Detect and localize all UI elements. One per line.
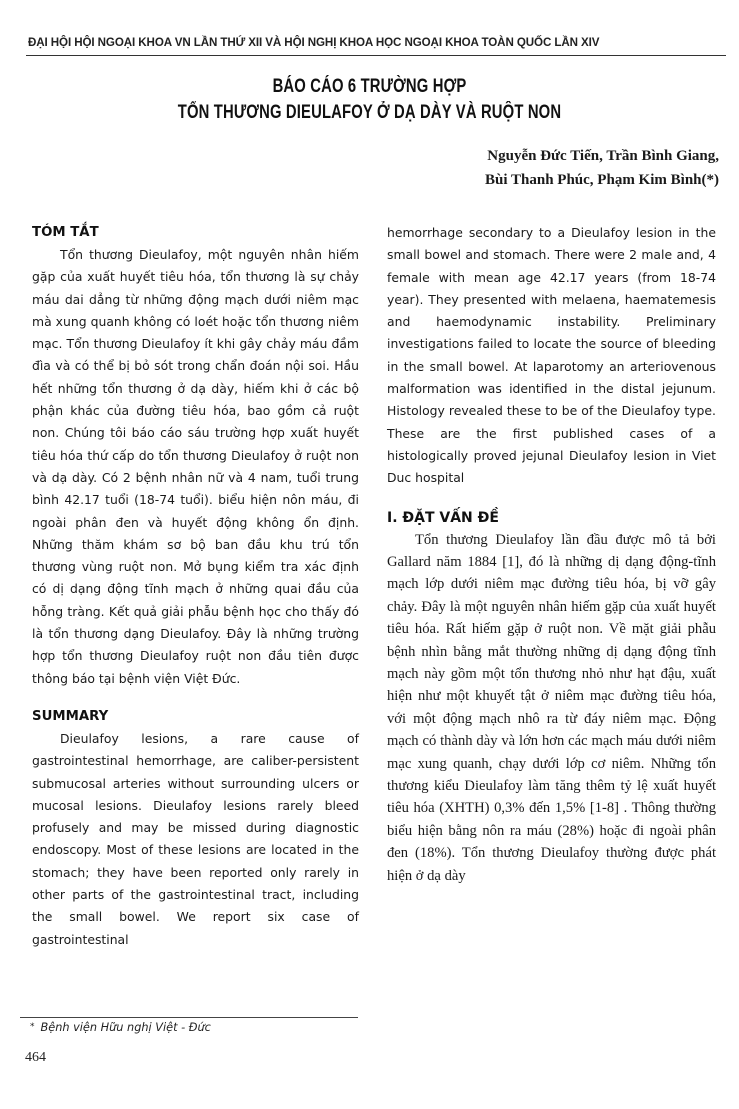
- abstract-vi-heading: TÓM TẮT: [32, 225, 99, 240]
- footnote-rule: [20, 1017, 358, 1018]
- article-title-line-1: BÁO CÁO 6 TRƯỜNG HỢP: [272, 76, 467, 97]
- authors-line-2: Bùi Thanh Phúc, Phạm Kim Bình(*): [485, 172, 719, 188]
- summary-heading: SUMMARY: [32, 708, 109, 724]
- header-rule: [26, 55, 726, 56]
- page-number: 464: [25, 1050, 46, 1065]
- authors-line-1: Nguyễn Đức Tiến, Trần Bình Giang,: [487, 148, 719, 164]
- section-1-text: Tổn thương Dieulafoy lần đầu được mô tả bởi Gallard năm 1884 [1], đó là những dị dạng động-tĩnh mạch lớp dưới niêm mạc đường tiêu hóa, bị vỡ gây chảy. Đây là một nguyên nhân hiếm gặp của xuất huyết tiêu hóa. Rất hiếm gặp ở ruột non. Về mặt giải phẫu bệnh nhìn bằng mắt thường những dị dạng động tĩnh mạch này gồm một tổn thương nhỏ như hạt đậu, xuất hiện như một khuyết tật ở niêm mạc đường tiêu hóa, với một động mạch nhô ra từ đáy niêm mạc. Động mạch có thành dày và lớn hơn các mạch máu dưới niêm mạc xung quanh, chạy dưới lớp cơ niêm. Những tổn thương kiểu Dieulafoy làm tăng thêm tỷ lệ xuất huyết tiêu hóa (XHTH) 0,3% đến 1,5% [1-8] . Thông thường biểu hiện bằng nôn ra máu (28%) hoặc đi ngoài phân đen (18%). Tổn thương Dieulafoy thường được phát hiện ở dạ dày: [387, 531, 716, 884]
- abstract-vi-text: Tổn thương Dieulafoy, một nguyên nhân hiếm gặp của xuất huyết tiêu hóa, tổn thương là sự chảy máu dai dẳng từ những động mạch dưới niêm mạc mà xung quanh không có loét hoặc tổn thương niêm mạc. Tổn thương Dieulafoy ít khi gây chảy máu đầm đìa và có thể bị bỏ sót trong chẩn đoán nội soi. Hầu hết những tổn thương ở dạ dày, hiếm khi ở các bộ phận khác của đường tiêu hóa, bao gồm cả ruột non. Chúng tôi báo cáo sáu trường hợp xuất huyết tiêu hóa thứ cấp do tổn thương Dieulafoy ở ruột non và dạ dày. Có 2 bệnh nhân nữ và 4 nam, tuổi trung bình 42.17 tuổi (18-74 tuổi). biểu hiện nôn máu, đi ngoài phân đen và huyết động không ổn định. Những thăm khám sơ bộ ban đầu khu trú tổn thương vùng ruột non. Mở bụng kiểm tra xác định có dị dạng động tĩnh mạch ở những quai đầu của hỗng tràng. Kết quả giải phẫu bệnh học cho thấy đó là tổn thương dạng Dieulafoy. Đây là những trường hợp tổn thương Dieulafoy ruột non đầu tiên được thông báo tại bệnh viện Việt Đức.: [32, 247, 359, 686]
- summary-text-part-2: hemorrhage secondary to a Dieulafoy lesion in the small bowel and stomach. There were 2 male and, 4 female with mean age 42.17 years (from 18-74 year). They presented with melaena, haematemesis and haemodynamic instability. Preliminary investigations failed to locate the source of bleeding in the small bowel. At laparotomy an arteriovenous malformation was identified in the distal jejunum. Histology revealed these to be of the Dieulafoy type. These are the first published cases of a histologically proved jejunal Dieulafoy lesion in Viet Duc hospital: [387, 225, 716, 486]
- footnote-text: Bệnh viện Hữu nghị Việt - Đức: [40, 1021, 211, 1034]
- summary-text-part-1: Dieulafoy lesions, a rare cause of gastrointestinal hemorrhage, are caliber-persistent submucosal arteries without surrounding ulcers or mucosal lesions. Dieulafoy lesions rarely bleed profusely and may be missed during diagnostic endoscopy. Most of these lesions are located in the stomach; they have been reported only rarely in other parts of the gastrointestinal tract, including the small bowel. We report six case of gastrointestinal: [32, 730, 359, 947]
- left-column: [32, 222, 359, 951]
- right-column: [387, 222, 716, 887]
- section-1-heading: I. ĐẶT VẤN ĐỀ: [387, 509, 499, 526]
- running-header: ĐẠI HỘI HỘI NGOẠI KHOA VN LẦN THỨ XII VÀ HỘI NGHỊ KHOA HỌC NGOẠI KHOA TOÀN QUỐC LẦN XIV: [28, 36, 600, 49]
- footnote: [30, 1021, 211, 1034]
- footnote-asterisk-icon: *: [30, 1022, 35, 1032]
- article-title-line-2: TỔN THƯƠNG DIEULAFOY Ở DẠ DÀY VÀ RUỘT NON: [177, 102, 562, 123]
- author-block: [485, 144, 719, 192]
